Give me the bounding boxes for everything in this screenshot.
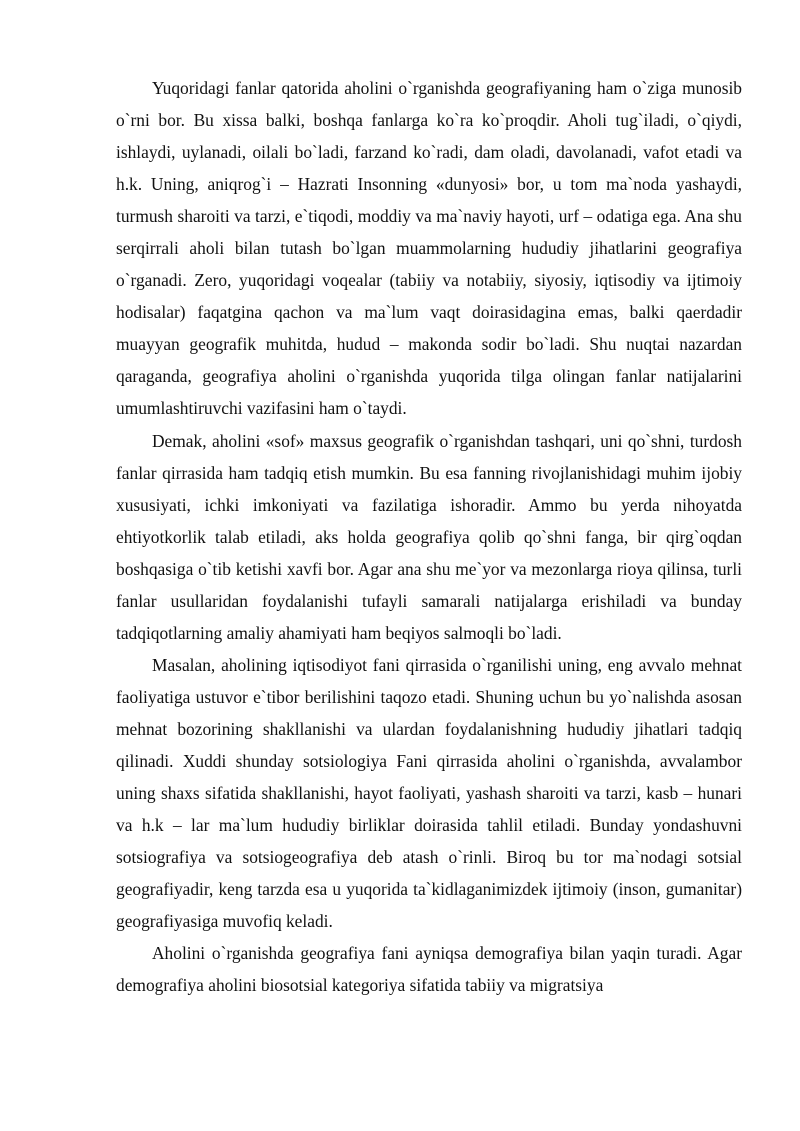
document-body: [116, 72, 742, 1001]
paragraph: Aholini o`rganishda geografiya fani ayniqsa demografiya bilan yaqin turadi. Agar demografiya aholini biosotsial kategoriya sifatida tabiiy va migratsiya: [116, 943, 742, 996]
paragraph: Yuqoridagi fanlar qatorida aholini o`rganishda geografiyaning ham o`ziga munosib o`rni bor. Bu xissa balki, boshqa fanlarga ko`ra ko`proqdir. Aholi tug`iladi, o`qiydi, ishlaydi, uylanadi, oilali bo`ladi, farzand ko`radi, dam oladi, davolanadi, vafot etadi va h.k. Uning, aniqrog`i – Hazrati Insonning «dunyosi» bor, u tom ma`noda yashaydi, turmush sharoiti va tarzi, e`tiqodi, moddiy va ma`naviy hayoti, urf – odatiga ega. Ana shu serqirrali aholi bilan tutash bo`lgan muammolarning hududiy jihatlarini geografiya o`rganadi. Zero, yuqoridagi voqealar (tabiiy va notabiiy, siyosiy, iqtisodiy va ijtimoiy hodisalar) faqatgina qachon va ma`lum vaqt doirasidagina emas, balki qaerdadir muayyan geografik muhitda, hudud – makonda sodir bo`ladi. Shu nuqtai nazardan qaraganda, geografiya aholini o`rganishda yuqorida tilga olingan fanlar natijalarini umumlashtiruvchi vazifasini ham o`taydi.: [116, 78, 742, 419]
paragraph: Masalan, aholining iqtisodiyot fani qirrasida o`rganilishi uning, eng avvalo mehnat faoliyatiga ustuvor e`tibor berilishini taqozo etadi. Shuning uchun bu yo`nalishda asosan mehnat bozorining shakllanishi va ulardan foydalanishning hududiy jihatlari tadqiq qilinadi. Xuddi shunday sotsiologiya Fani qirrasida aholini o`rganishda, avvalambor uning shaxs sifatida shakllanishi, hayot faoliyati, yashash sharoiti va tarzi, kasb – hunari va h.k – lar ma`lum hududiy birliklar doirasida tahlil etiladi. Bunday yondashuvni sotsiografiya va sotsiogeografiya deb atash o`rinli. Biroq bu tor ma`nodagi sotsial geografiyadir, keng tarzda esa u yuqorida ta`kidlaganimizdek ijtimoiy (inson, gumanitar) geografiyasiga muvofiq keladi.: [116, 654, 742, 932]
paragraph: Demak, aholini «sof» maxsus geografik o`rganishdan tashqari, uni qo`shni, turdosh fanlar qirrasida ham tadqiq etish mumkin. Bu esa fanning rivojlanishidagi muhim ijobiy xususiyati, ichki imkoniyati va fazilatiga ishoradir. Ammo bu yerda nihoyatda ehtiyotkorlik talab etiladi, aks holda geografiya qolib qo`shni fanga, bir qirg`oqdan boshqasiga o`tib ketishi xavfi bor. Agar ana shu me`yor va mezonlarga rioya qilinsa, turli fanlar usullaridan foydalanishi tufayli samarali natijalarga erishiladi va bunday tadqiqotlarning amaliy ahamiyati ham beqiyos salmoqli bo`ladi.: [116, 430, 742, 643]
